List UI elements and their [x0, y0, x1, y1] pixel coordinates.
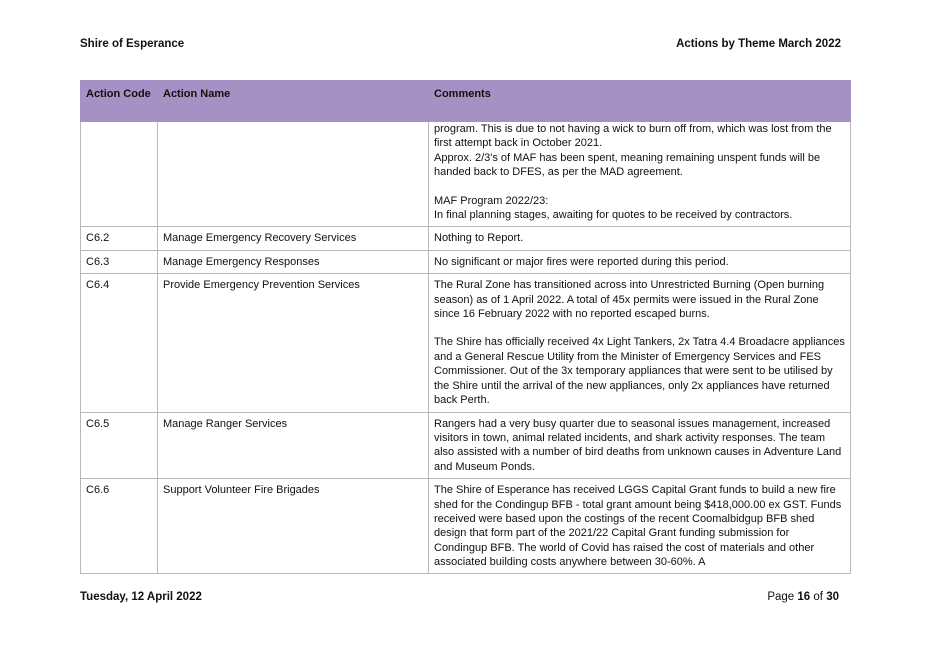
comment-paragraph: The Rural Zone has transitioned across into Unrestricted Burning (Open burning season) as of 1 April 2022. A total of 45x permits were issued in the Rural Zone since 16 February 2022 with no reported escaped burns.: [434, 279, 825, 321]
action-comments: [429, 274, 851, 412]
comment-paragraph: Nothing to Report.: [434, 232, 524, 245]
comment-clip: [434, 483, 845, 569]
action-code: C6.5: [81, 412, 158, 479]
table-row: [81, 479, 851, 574]
comment-line: In final planning stages, awaiting for quotes to be received by contractors.: [434, 209, 793, 222]
cell-name-empty: [158, 122, 429, 227]
comment-blank-line: [434, 180, 845, 194]
action-name: Support Volunteer Fire Brigades: [158, 479, 429, 574]
table-row: [81, 274, 851, 412]
column-header-action-code: Action Code: [81, 81, 158, 122]
action-code: C6.6: [81, 479, 158, 574]
action-name: Manage Ranger Services: [158, 412, 429, 479]
table-row: [81, 250, 851, 273]
page-of: of: [813, 591, 823, 603]
page-word: Page: [767, 591, 795, 603]
page-current: 16: [797, 591, 811, 603]
action-comments: [429, 227, 851, 250]
action-comments: [429, 479, 851, 574]
table-row: [81, 412, 851, 479]
column-header-action-name: Action Name: [158, 81, 429, 122]
page-total: 30: [826, 591, 839, 603]
comment-line: program. This is due to not having a wick to burn off from, which was lost from the first attempt back in October 2021.: [434, 123, 832, 150]
action-name: Provide Emergency Prevention Services: [158, 274, 429, 412]
table-header-row: [81, 81, 851, 122]
page-number: [767, 591, 839, 603]
action-code: C6.2: [81, 227, 158, 250]
table-row: [81, 227, 851, 250]
actions-table: [80, 80, 851, 574]
comment-line: Approx. 2/3's of MAF has been spent, meaning remaining unspent funds will be handed back to DFES, as per the MAD agreement.: [434, 151, 821, 179]
action-comments: [429, 412, 851, 479]
report-title: Actions by Theme March 2022: [676, 38, 841, 50]
action-code: C6.4: [81, 274, 158, 412]
action-code: C6.3: [81, 250, 158, 273]
action-comments: [429, 250, 851, 273]
org-name: Shire of Esperance: [80, 38, 185, 50]
action-name: Manage Emergency Recovery Services: [158, 227, 429, 250]
table-row-continuation: [81, 122, 851, 227]
comment-blank-line: [434, 321, 845, 335]
comment-paragraph: No significant or major fires were reported during this period.: [434, 255, 729, 268]
cell-code-empty: [81, 122, 158, 227]
comment-paragraph: Rangers had a very busy quarter due to seasonal issues management, increased visitors in town, animal related incidents, and shark activity responses. The team also assisted with a number of bird deaths from unknown causes in Adventure Land and Museum Ponds.: [434, 417, 842, 473]
cell-comments-continuation: [429, 122, 851, 227]
comment-line: MAF Program 2022/23:: [434, 194, 549, 207]
comment-paragraph: The Shire of Esperance has received LGGS Capital Grant funds to build a new fire shed for the Condingup BFB - total grant amount being $418,000.00 ex GST. Funds received were based upon the costings of the recent Coomalbidgup BFB shed design that form part of the 2021/22 Capital Grant funding submission for Condingup BFB. The world of Covid has raised the cost of materials and other associated building costs anywhere between 30-60%. A: [434, 484, 842, 569]
column-header-comments: Comments: [429, 81, 851, 122]
comment-paragraph: The Shire has officially received 4x Light Tankers, 2x Tatra 4.4 Broadacre appliances and a General Rescue Utility from the Minister of Emergency Services and FES Commissioner. Out of the 3x temporary appliances that were sent to be utilised by the Shire until the arrival of the new appliances, only 2x appliances have returned back Perth.: [434, 336, 845, 407]
action-name: Manage Emergency Responses: [158, 250, 429, 273]
footer-date: Tuesday, 12 April 2022: [80, 591, 202, 603]
